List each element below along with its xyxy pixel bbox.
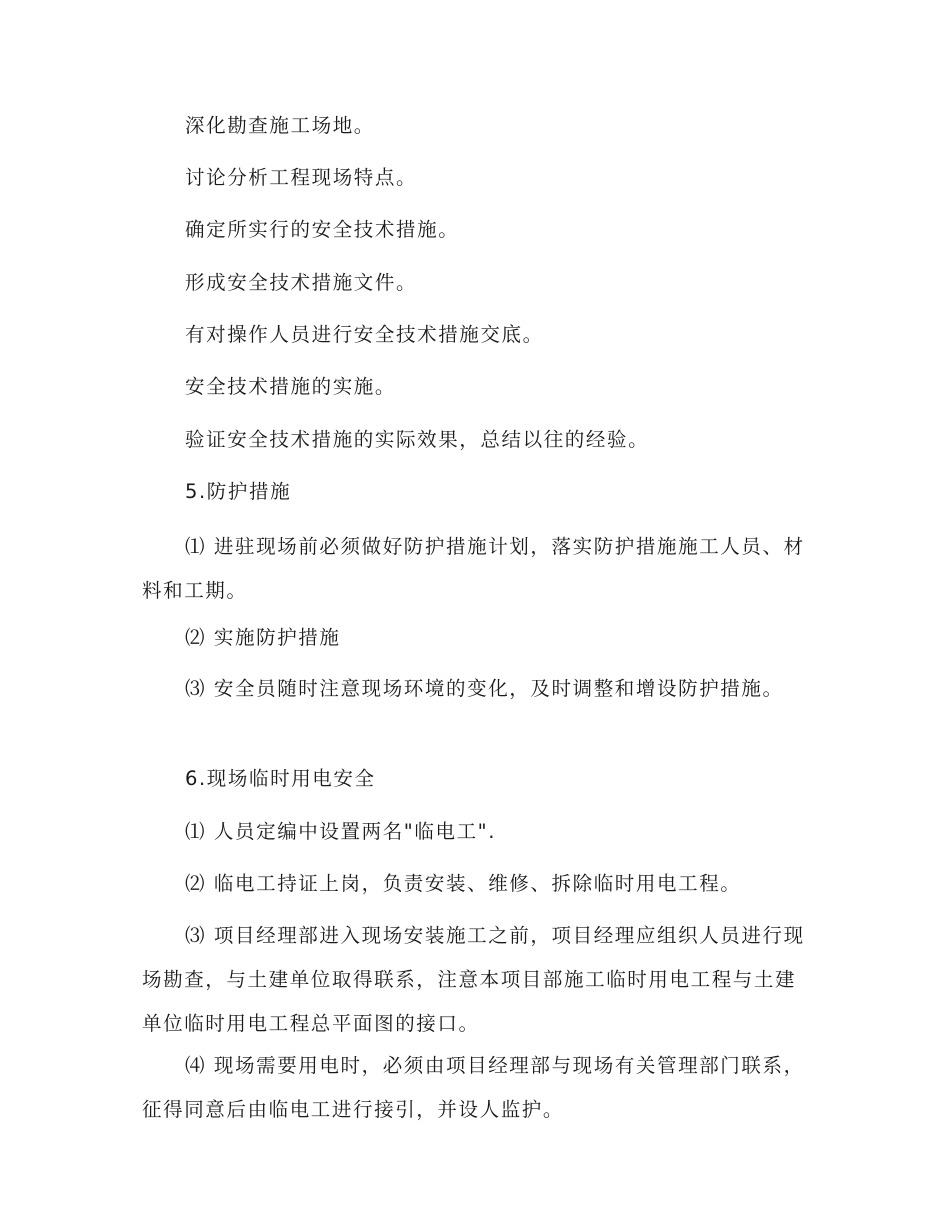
paragraph-6: 安全技术措施的实施。 xyxy=(185,375,397,398)
paragraph-7: 验证安全技术措施的实际效果，总结以往的经验。 xyxy=(185,428,650,451)
paragraph-power-4: ⑷ 现场需要用电时，必须由项目经理部与现场有关管理部门联系，征得同意后由临电工进行接引，并设人监护。 xyxy=(142,1054,805,1121)
paragraph-5: 有对操作人员进行安全技术措施交底。 xyxy=(185,323,544,346)
section-heading-5: 5.防护措施 xyxy=(185,480,292,503)
paragraph-3: 确定所实行的安全技术措施。 xyxy=(185,218,460,241)
paragraph-power-1: ⑴ 人员定编中设置两名"临电工". xyxy=(185,820,497,843)
paragraph-power-2: ⑵ 临电工持证上岗，负责安装、维修、拆除临时用电工程。 xyxy=(185,872,742,895)
paragraph-protect-1: ⑴ 进驻现场前必须做好防护措施计划，落实防护措施施工人员、材料和工期。 xyxy=(142,535,805,602)
section-heading-6: 6.现场临时用电安全 xyxy=(185,767,376,790)
paragraph-protect-2: ⑵ 实施防护措施 xyxy=(185,626,341,649)
paragraph-4: 形成安全技术措施文件。 xyxy=(185,271,418,294)
paragraph-protect-3: ⑶ 安全员随时注意现场环境的变化，及时调整和增设防护措施。 xyxy=(185,677,784,700)
paragraph-2: 讨论分析工程现场特点。 xyxy=(185,166,418,189)
paragraph-1: 深化勘查施工场地。 xyxy=(185,114,375,137)
paragraph-power-3: ⑶ 项目经理部进入现场安装施工之前，项目经理应组织人员进行现场勘查，与土建单位取得联系，注意本项目部施工临时用电工程与土建单位临时用电工程总平面图的接口。 xyxy=(142,924,805,1035)
